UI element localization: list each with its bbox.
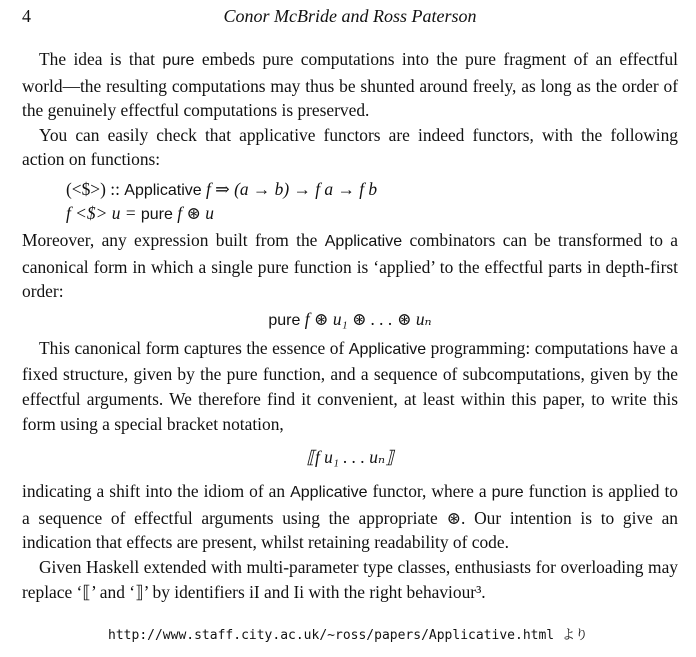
paragraph-6: Given Haskell extended with multi-parameter type classes, enthusiasts for overloading may replace ‘⟦’ and ‘⟧’ by identifiers iI and Ii with the right behaviour³. — [22, 556, 678, 602]
body-text — [22, 47, 678, 604]
page-number: 4 — [22, 6, 31, 26]
paragraph-4 — [22, 336, 678, 436]
code: f ⇒ (a → b) → f a → f b — [201, 178, 378, 199]
keyword-pure: pure — [162, 52, 195, 69]
display-equation-2: ⟦f u₁ . . . uₙ⟧ — [306, 447, 394, 468]
text: function is applied to a sequence of effectful arguments using the appropriate ⊛. Our intention is to give an indication that effects are present, whilst retaining readability of code. — [22, 481, 678, 553]
keyword-applicative: Applicative — [348, 340, 427, 358]
code-block — [22, 177, 678, 225]
code: (<$>) :: — [66, 178, 125, 199]
code-line-2 — [66, 201, 678, 225]
keyword-pure: pure — [491, 484, 524, 502]
text: functor, where a — [367, 481, 492, 502]
paragraph-1 — [22, 47, 678, 123]
source-caption: http://www.staff.city.ac.uk/~ross/papers/Applicative.html より — [108, 628, 588, 643]
text: combinators can be transformed to a canonical form in which a single pure function is ‘applied’ to the effectful parts in depth-first order: — [22, 229, 679, 302]
equation: f ⊛ u₁ ⊛ . . . ⊛ uₙ — [300, 308, 432, 329]
paragraph-2: You can easily check that applicative functors are indeed functors, with the following action on functions: — [22, 124, 678, 170]
page-header — [22, 6, 678, 28]
text: programming: computations have a fixed structure, given by the pure function, and a sequence of subcomputations, given by the effectful arguments. We therefore find it convenient, at least within this paper, to write this form using a special bracket notation, — [22, 337, 678, 434]
code-line-1 — [66, 177, 678, 201]
keyword-pure: pure — [268, 311, 301, 329]
code: f ⊛ u — [172, 202, 215, 223]
text: This canonical form captures the essence of — [39, 337, 349, 358]
keyword-pure: pure — [140, 205, 173, 223]
display-equation-1 — [22, 307, 678, 333]
keyword-applicative: Applicative — [290, 484, 368, 502]
paragraph-5 — [22, 479, 678, 555]
text: The idea is that — [39, 49, 163, 69]
text: embeds pure computations into the pure fragment of an effectful world—the resulting computations may thus be shunted around freely, as long as the order of the genuinely effectful computations is preserved. — [22, 49, 678, 121]
running-head-authors: Conor McBride and Ross Paterson — [223, 6, 477, 26]
code: f <$> u = — [66, 202, 141, 223]
keyword-applicative: Applicative — [124, 181, 202, 199]
keyword-applicative: Applicative — [324, 232, 403, 250]
text: Moreover, any expression built from the — [22, 229, 325, 250]
text: indicating a shift into the idiom of an — [22, 481, 291, 502]
paragraph-3 — [22, 228, 678, 304]
